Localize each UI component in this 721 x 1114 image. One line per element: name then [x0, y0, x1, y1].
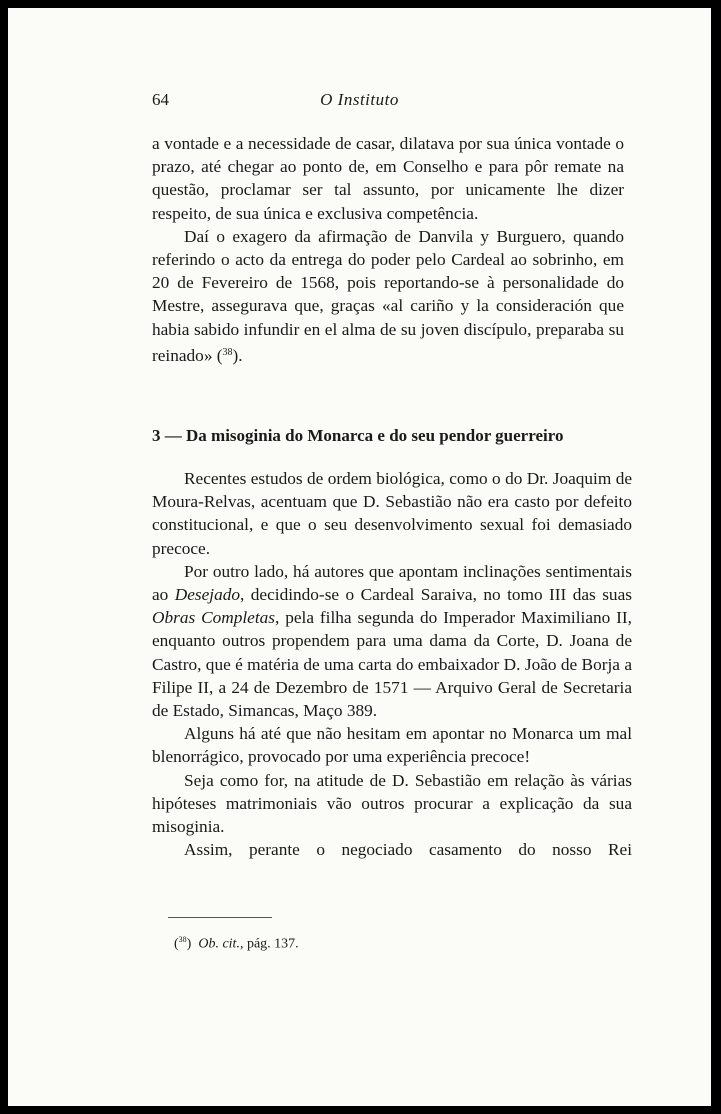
- footnote-rest: , pág. 137.: [239, 936, 299, 952]
- paragraph-4-desejado: Desejado: [174, 585, 241, 605]
- running-title: O Instituto: [320, 90, 399, 109]
- paragraph-2-tail: ).: [232, 345, 243, 365]
- paragraph-4-g: , pela filha segunda do Imperador Maximiliano II, enquanto outros propendem para uma dama da Corte, D. Joana de Castro, que é matéria de uma carta do embaixador D. João de Borja a Filipe II, a 24 de Dezembro de 1571 — Arquivo Geral de Secretaria de Estado, Simancas, Maço 389.: [152, 608, 632, 721]
- paragraph-2-text: Daí o exagero da afirmação de Danvila y Burguero, quando referindo o acto da entrega do poder pelo Cardeal ao sobrinho, em 20 de Fevereiro de 1568, pois reportando-se à personalidade do Mestre, assegurava que, graças «al cariño y la consideración que habia sabido infundir en el alma de su joven discípulo, preparaba su reinado» (: [152, 226, 624, 365]
- paragraph-2: [152, 225, 624, 367]
- footnote-divider: [168, 917, 272, 918]
- footnote-mark-open: (: [174, 936, 179, 952]
- paragraph-4-a: Por outro lado, há autores que apontam inclinações sentimentais ao: [152, 561, 632, 605]
- paragraph-4: [152, 560, 632, 722]
- paragraph-1: a vontade e a necessidade de casar, dilatava por sua única vontade o prazo, até chegar ao ponto de, em Conselho e para pôr remate na questão, proclamar ser tal assunto, por unicamente lhe dizer respeito, de sua única e exclusiva competência.: [152, 134, 624, 223]
- page-number: 64: [152, 90, 169, 109]
- body-text-top: [152, 132, 624, 367]
- paragraph-4-e: das suas: [566, 585, 632, 605]
- section-heading: 3 — Da misoginia do Monarca e do seu pendor guerreiro: [152, 426, 564, 445]
- footnote-work: Ob. cit.: [198, 936, 240, 952]
- footnote-mark-close: ): [186, 936, 192, 952]
- paragraph-3: Recentes estudos de ordem biológica, como o do Dr. Joaquim de Moura-Relvas, acentuam que D. Sebastião não era casto por defeito constitucional, e que o seu desenvolvimento sexual foi demasiado precoce.: [152, 469, 632, 558]
- footnote-reference[interactable]: 38: [222, 346, 233, 358]
- paragraph-4-work-title: Obras Completas: [152, 608, 276, 628]
- footnote: [174, 935, 299, 953]
- page-header: [8, 90, 711, 114]
- document-page: [8, 8, 711, 1106]
- paragraph-4-volume: III: [549, 585, 567, 605]
- footnote-mark-number: 38: [178, 935, 187, 944]
- paragraph-6: Seja como for, na atitude de D. Sebastião em relação às várias hipóteses matrimoniais vão outros procurar a explicação da sua misoginia.: [152, 770, 632, 837]
- paragraph-7: Assim, perante o negociado casamento do nosso Rei: [184, 840, 632, 860]
- paragraph-5: Alguns há até que não hesitam em apontar no Monarca um mal blenorrágico, provocado por uma experiência precoce!: [152, 724, 632, 767]
- paragraph-4-c: , decidindo-se o Cardeal Saraiva, no tomo: [240, 585, 550, 605]
- body-text-bottom: [152, 467, 632, 861]
